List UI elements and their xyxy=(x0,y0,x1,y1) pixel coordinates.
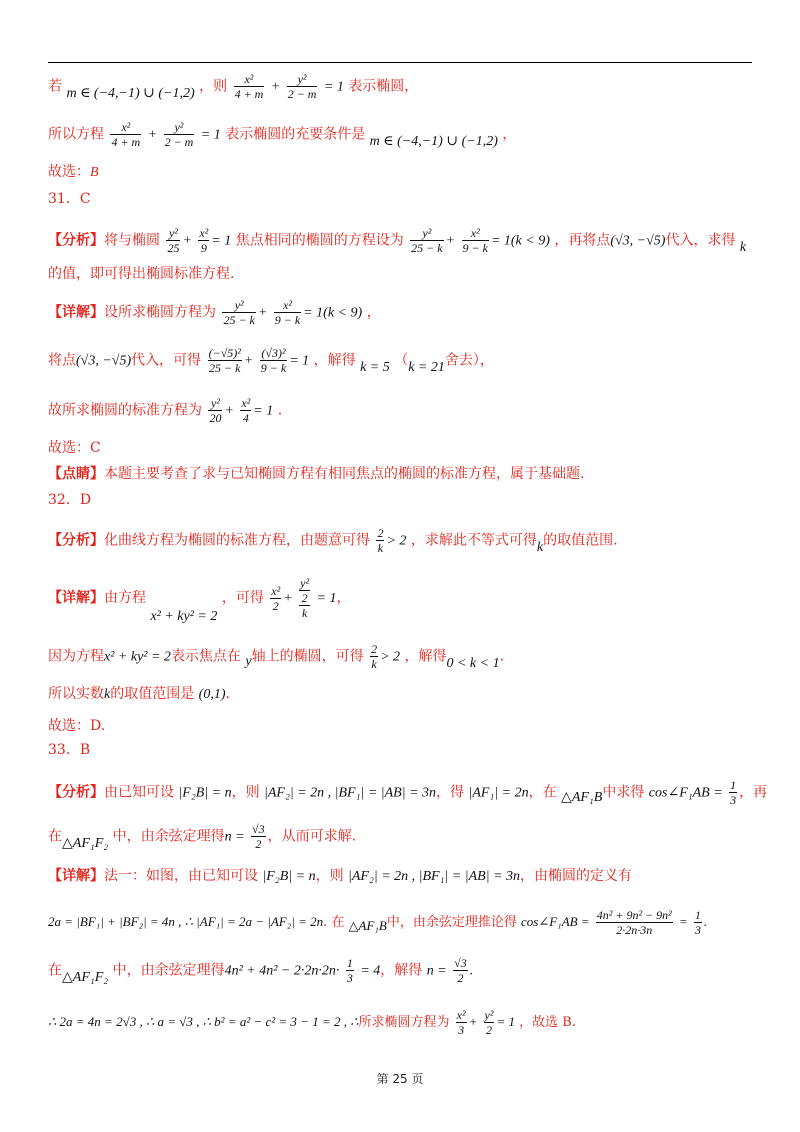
math-condition: m ∈ (−4,−1) ∪ (−1,2) xyxy=(369,133,498,149)
text-line: 故所求椭圆的标准方程为 $\frac{\text{y²}}{20}$ + $\frac{\text{x²}}{4}$ = 1 . xyxy=(48,396,283,425)
text-line: 【详解】设所求椭圆方程为 $\frac{\text{y²}}{25 - k}$ + $\frac{\text{x²}}{9 - k}$ = 1(k < 9) ， xyxy=(48,298,381,327)
text-line: 2a = |BF₁| + |BF₂| = 4n , ∴ |AF₁| = 2a − |AF₂| = 2n. 在 △AF₁B中，由余弦定理推论得 cos∠F₁AB = $\frac{\text{4n² + 9n² − 9n²}}{2\cdot 2n\cdot 3n}$ = $\frac{1}{3}$ . xyxy=(48,908,708,937)
text: 所以方程 xyxy=(48,126,104,143)
text-line: 所以方程 $\frac{\text{x²}}{4 + m}$ + $\frac{\text{y²}}{2 - m}$ = 1 表示椭圆的充要条件是 m ∈ (−4,−1) ∪ (−1,2) ， xyxy=(48,120,517,149)
text: 表示椭圆的充要条件是 xyxy=(225,126,366,143)
fraction: $\frac{\text{y²}}{2 - m}$ xyxy=(164,120,194,149)
text-line: 【分析】化曲线方程为椭圆的标准方程，由题意可得 $\frac{2}{k}$ > 2 ，求解此不等式可得k的取值范围. xyxy=(48,526,618,555)
question-heading: 31．C xyxy=(48,191,91,207)
text-line: 【分析】由已知可设 |F₂B| = n，则 |AF₂| = 2n , |BF₁| = |AB| = 3n，得 |AF₁| = 2n，在 △AF₁B中求得 cos∠F₁AB = $\frac{1}{3}$ ，再 xyxy=(48,778,768,807)
math-condition: m ∈ (−4,−1) ∪ (−1,2) xyxy=(66,85,195,101)
page-number: 第 25 页 xyxy=(376,1072,424,1086)
text-line: 的值，即可得出椭圆标准方程. xyxy=(48,266,235,282)
header-rule xyxy=(48,62,752,63)
question-heading: 33．B xyxy=(48,742,91,758)
text-line: 【分析】将与椭圆 $\frac{\text{y²}}{25}$ + $\frac{\text{x²}}{9}$ = 1 焦点相同的椭圆的方程设为 $\frac{\text{y²}}{25 - k}$ + $\frac{\text{x²}}{9 - k}$ = 1(k < 9) ，再将点(√3, −√5)代入，求得 k xyxy=(48,226,747,255)
text: 若 xyxy=(48,78,62,95)
text-line: 【详解】法一：如图，由已知可设 |F₂B| = n，则 |AF₂| = 2n , |BF₁| = |AB| = 3n，由椭圆的定义有 xyxy=(48,868,633,884)
text-line: 所以实数k的取值范围是 (0,1). xyxy=(48,686,230,702)
text-line: 若 m ∈ (−4,−1) ∪ (−1,2) ，则 $\frac{\text{x²}}{4 + m}$ + $\frac{\text{y²}}{2 - m}$ = 1 表示椭圆， xyxy=(48,72,419,101)
text-line: 在△AF₁F₂ 中，由余弦定理得4n² + 4n² − 2·2n·2n· $\frac{1}{3}$ = 4，解得 n = $\frac{√3}{2}$ . xyxy=(48,956,474,985)
text: 表示椭圆， xyxy=(348,78,419,95)
text-line: 将点(√3, −√5)代入，可得 $\frac{\text{(−√5)²}}{25 - k}$ + $\frac{\text{(√3)²}}{9 - k}$ = 1 ，解得 k = 5 （k = 21舍去）， xyxy=(48,346,494,375)
text-line: 【点睛】本题主要考查了求与已知椭圆方程有相同焦点的椭圆的标准方程，属于基础题. xyxy=(48,466,585,482)
text: ，则 xyxy=(199,78,228,95)
text-line: 故选：D. xyxy=(48,718,106,734)
text-line: ∴ 2a = 4n = 2√3 , ∴ a = √3 , ∴ b² = a² − c² = 3 − 1 = 2 , ∴所求椭圆方程为 $\frac{\text{x²}}{3}$ + $\frac{\text{y²}}{2}$ = 1 ，故选 B. xyxy=(48,1008,576,1037)
text-line: 故选：C xyxy=(48,440,101,456)
text-line: 【详解】由方程 x² + ky² = 2 ，可得 $\frac{\text{x²}}{2}$ + y² 2 k = 1， xyxy=(48,576,351,624)
text-line: 因为方程x² + ky² = 2表示焦点在 y轴上的椭圆，可得 $\frac{2}{k}$ > 2 ，解得0 < k < 1. xyxy=(48,642,505,671)
question-heading: 32．D xyxy=(48,492,92,508)
text-line: 故选：B xyxy=(48,164,99,180)
fraction: $\frac{\text{x²}}{4 + m}$ xyxy=(111,120,141,149)
fraction: $\frac{\text{y²}}{2 - m}$ xyxy=(287,72,317,101)
fraction: $\frac{\text{x²}}{4 + m}$ xyxy=(234,72,264,101)
text-line: 在△AF₁F₂ 中，由余弦定理得n = $\frac{√3}{2}$ ，从而可求解. xyxy=(48,822,357,851)
